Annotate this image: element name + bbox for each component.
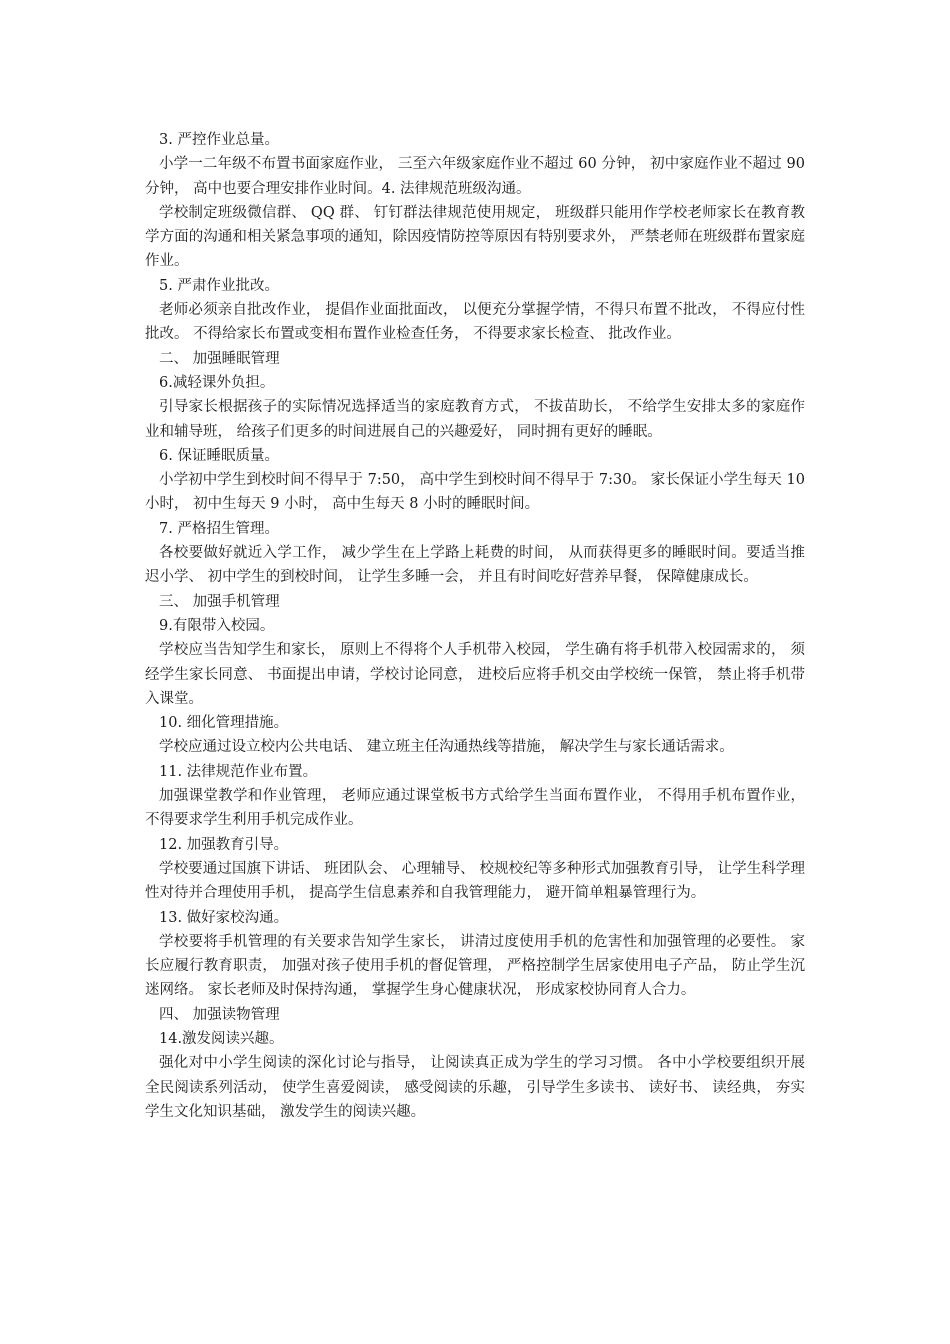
section-heading: 10. 细化管理措施。	[159, 715, 289, 732]
paragraph: 学校应通过设立校内公共电话、 建立班主任沟通热线等措施， 解决学生与家长通话需求。	[159, 739, 734, 756]
section-heading: 13. 做好家校沟通。	[159, 909, 289, 926]
document-page	[145, 128, 805, 1124]
chapter-heading: 二、 加强睡眠管理	[159, 350, 280, 367]
paragraph: 加强课堂教学和作业管理， 老师应通过课堂板书方式给学生当面布置作业， 不得用手机布置作业， 不得要求学生利用手机完成作业。	[145, 788, 805, 829]
section-heading: 7. 严格招生管理。	[159, 520, 279, 537]
paragraph: 小学一二年级不布置书面家庭作业， 三至六年级家庭作业不超过 60 分钟， 初中家庭作业不超过 90 分钟， 高中也要合理安排作业时间。4. 法律规范班级沟通。	[145, 156, 805, 197]
section-heading: 6. 保证睡眠质量。	[159, 447, 279, 464]
chapter-heading: 三、 加强手机管理	[159, 593, 280, 610]
paragraph: 老师必须亲自批改作业， 提倡作业面批面改， 以便充分掌握学情，不得只布置不批改， 不得应付性批改。 不得给家长布置或变相布置作业检查任务， 不得要求家长检查、 批改作业。	[145, 302, 805, 343]
section-heading: 3. 严控作业总量。	[159, 132, 279, 148]
section-heading: 9.有限带入校园。	[159, 617, 275, 634]
section-heading: 14.激发阅读兴趣。	[159, 1030, 284, 1047]
section-heading: 6.减轻课外负担。	[159, 374, 275, 391]
paragraph: 引导家长根据孩子的实际情况选择适当的家庭教育方式， 不拔苗助长， 不给学生安排太多的家庭作业和辅导班， 给孩子们更多的时间进展自己的兴趣爱好， 同时拥有更好的睡眠。	[145, 399, 805, 440]
section-heading: 11. 法律规范作业布置。	[159, 763, 318, 780]
chapter-heading: 四、 加强读物管理	[159, 1006, 280, 1023]
paragraph: 学校应当告知学生和家长， 原则上不得将个人手机带入校园， 学生确有将手机带入校园需求的， 须经学生家长同意、 书面提出申请，学校讨论同意， 进校后应将手机交由学校统一保管， 禁止将手机带入课堂。	[145, 642, 805, 707]
paragraph: 强化对中小学生阅读的深化讨论与指导， 让阅读真正成为学生的学习习惯。 各中小学校要组织开展全民阅读系列活动， 使学生喜爱阅读， 感受阅读的乐趣， 引导学生多读书、 读好书、 读经典， 夯实学生文化知识基础， 激发学生的阅读兴趣。	[145, 1055, 805, 1120]
paragraph: 小学初中学生到校时间不得早于 7:50， 高中学生到校时间不得早于 7:30。 家长保证小学生每天 10 小时， 初中生每天 9 小时， 高中生每天 8 小时的睡眠时间。	[145, 472, 805, 513]
section-heading: 5. 严肃作业批改。	[159, 277, 279, 294]
paragraph: 学校制定班级微信群、 QQ 群、 钉钉群法律规范使用规定， 班级群只能用作学校老师家长在教育教学方面的沟通和相关紧急事项的通知，除因疫情防控等原因有特别要求外， 严禁老师在班级群布置家庭作业。	[145, 204, 805, 270]
paragraph: 各校要做好就近入学工作， 减少学生在上学路上耗费的时间， 从而获得更多的睡眠时间。要适当推迟小学、 初中学生的到校时间， 让学生多睡一会， 并且有时间吃好营养早餐， 保障健康成长。	[145, 545, 805, 586]
paragraph: 学校要将手机管理的有关要求告知学生家长， 讲清过度使用手机的危害性和加强管理的必要性。 家长应履行教育职责， 加强对孩子使用手机的督促管理， 严格控制学生居家使用电子产品， 防止学生沉迷网络。 家长老师及时保持沟通， 掌握学生身心健康状况， 形成家校协同育人合力。	[145, 933, 805, 999]
section-heading: 12. 加强教育引导。	[159, 836, 289, 853]
paragraph: 学校要通过国旗下讲话、 班团队会、 心理辅导、 校规校纪等多种形式加强教育引导， 让学生科学理性对待并合理使用手机， 提高学生信息素养和自我管理能力， 避开简单粗暴管理行为。	[145, 860, 805, 902]
